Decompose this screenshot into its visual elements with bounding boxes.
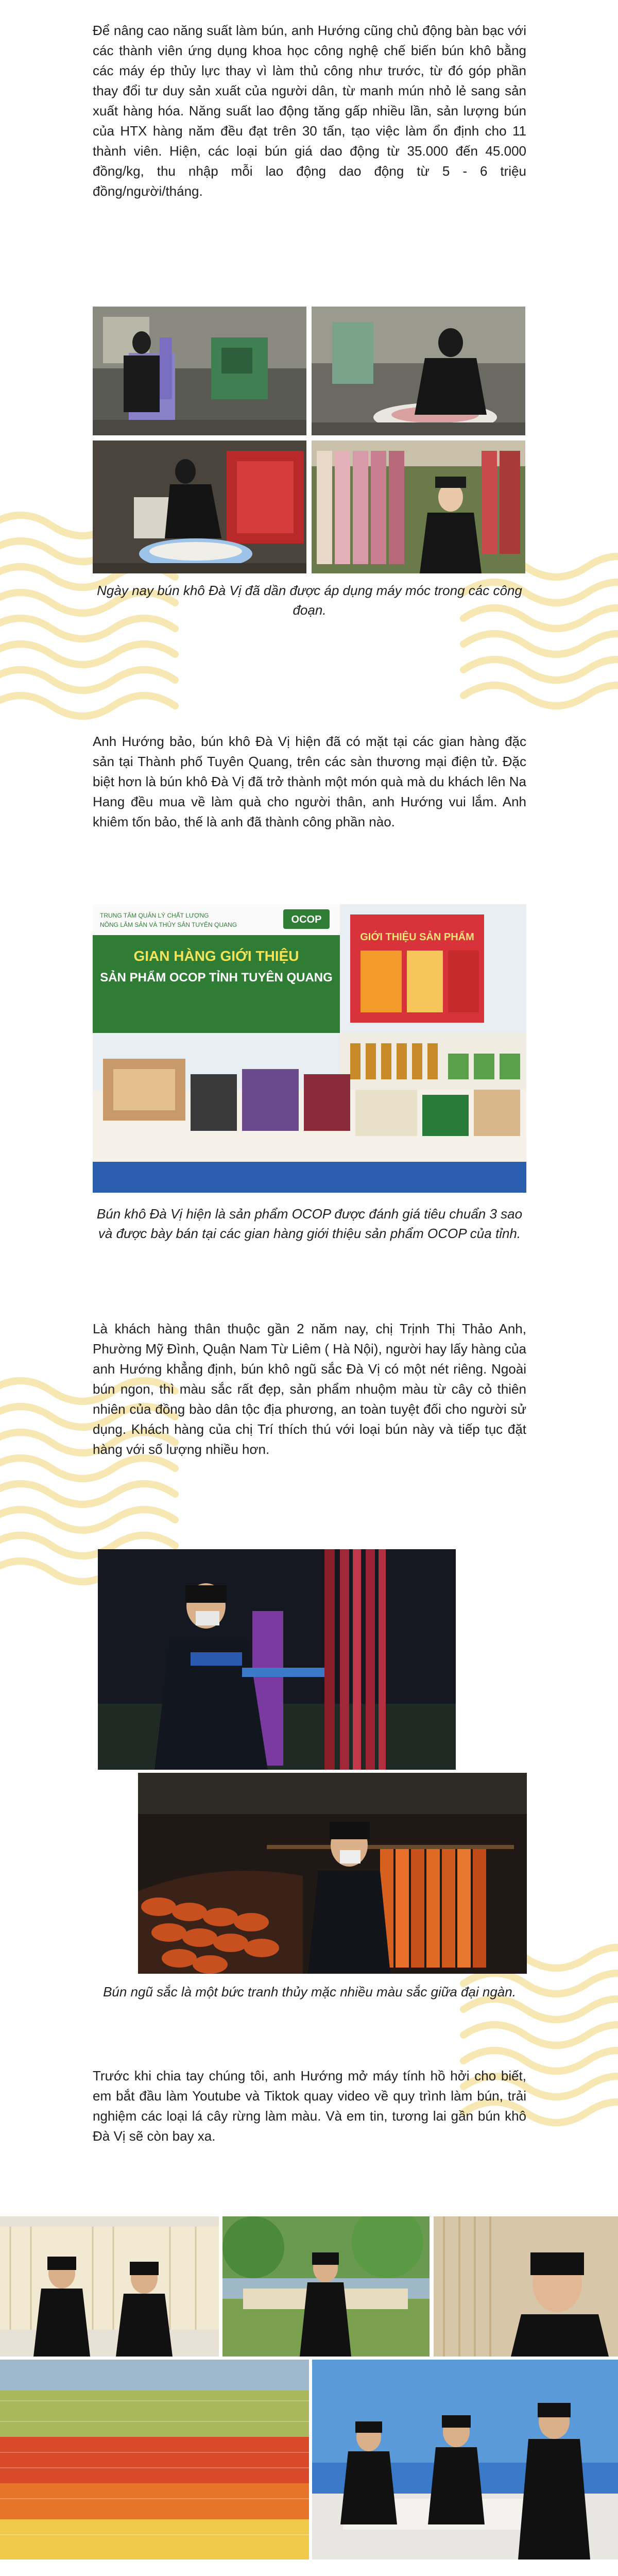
booth-brand: OCOP bbox=[291, 914, 322, 925]
booth-small-text-1: TRUNG TÂM QUẢN LÝ CHẤT LƯỢNG bbox=[100, 912, 209, 919]
photo-woman-portrait bbox=[434, 2216, 618, 2357]
photo-two-women-noodle-rack bbox=[0, 2216, 219, 2357]
booth-small-text-2: NÔNG LÂM SẢN VÀ THỦY SẢN TUYÊN QUANG bbox=[100, 921, 237, 928]
photo-women-packing-noodles bbox=[312, 2360, 618, 2560]
article-paragraph-1: Để nâng cao năng suất làm bún, anh Hướng cũng chủ động bàn bạc với các thành viên ứng dụng khoa học công nghệ chế biến bún khô bằng các máy ép thủy lực thay vì làm thủ công như trước, từ đó góp phần thay đổi tư duy sản xuất của người dân, từ manh mún nhỏ lẻ sang sản xuất hàng hóa. Năng suất lao động tăng gấp nhiều lần, sản lượng bún của HTX hàng năm đều đạt trên 30 tấn, tạo việc làm ổn định cho 11 thành viên. Hiện, các loại bún giá dao động từ 35.000 đến 45.000 đồng/kg, thu nhập mỗi lao động dao động từ 5 - 6 triệu đồng/người/tháng. bbox=[93, 23, 526, 199]
photo-ocop-booth bbox=[93, 904, 526, 1193]
photo-woman-with-basin bbox=[312, 307, 525, 435]
photo-woman-red-noodles bbox=[98, 1549, 456, 1770]
article-paragraph-4: Trước khi chia tay chúng tôi, anh Hướng mở máy tính hồ hởi cho biết, em bắt đầu làm Youtube và Tiktok quay video về quy trình làm bún, trải nghiệm các loại lá cây rừng làm màu. Và em tin, tương lai gần bún khô Đà Vị sẽ còn bay xa. bbox=[93, 2068, 526, 2144]
photo-caption-2: Bún khô Đà Vị hiện là sản phẩm OCOP được đánh giá tiêu chuẩn 3 sao và được bày bán tại các gian hàng giới thiệu sản phẩm OCOP của tỉnh. bbox=[96, 1206, 523, 1241]
photo-caption-3: Bún ngũ sắc là một bức tranh thủy mặc nhiều màu sắc giữa đại ngàn. bbox=[103, 1984, 516, 1999]
photo-woman-orange-noodles bbox=[138, 1773, 527, 1974]
photo-colorful-noodle-rows bbox=[0, 2360, 309, 2560]
booth-banner-line-2: SẢN PHẨM OCOP TỈNH TUYÊN QUANG bbox=[100, 971, 333, 985]
article-paragraph-3: Là khách hàng thân thuộc gần 2 năm nay, chị Trịnh Thị Thảo Anh, Phường Mỹ Đình, Quận Nam Từ Liêm ( Hà Nội), người hay lấy hàng của anh Hướng khẳng định, bún khô ngũ sắc Đà Vị có một nét riêng. Ngoài bún ngon, thì màu sắc rất đẹp, sản phẩm nhuộm màu từ cây cỏ thiên nhiên của đồng bào dân tộc địa phương, an toàn tuyệt đối cho người sử dụng. Khách hàng của chị Trí thích thú với loại bún này và tiếp tục đặt hàng với số lượng nhiều hơn. bbox=[93, 1321, 526, 1457]
article-paragraph-2: Anh Hướng bảo, bún khô Đà Vị hiện đã có mặt tại các gian hàng đặc sản tại Thành phố Tuyên Quang, trên các sàn thương mại điện tử. Đặc biệt hơn là bún khô Đà Vị đã trở thành một món quà mà du khách lên Na Hang đều mua về làm quà cho người thân, anh Hướng vui lắm. Anh khiêm tốn bảo, thế là anh đã thành công phần nào. bbox=[93, 734, 526, 829]
photo-noodle-machine bbox=[93, 307, 306, 435]
photo-steaming-noodles bbox=[93, 440, 306, 573]
photo-woman-in-field bbox=[222, 2216, 430, 2357]
photo-caption-1: Ngày nay bún khô Đà Vị đã dần được áp dụng máy móc trong các công đoạn. bbox=[97, 583, 522, 618]
photo-drying-colored-noodles bbox=[312, 440, 525, 573]
booth-banner-line-1: GIAN HÀNG GIỚI THIỆU bbox=[133, 948, 299, 964]
booth-side-banner: GIỚI THIỆU SẢN PHẨM bbox=[360, 931, 474, 943]
